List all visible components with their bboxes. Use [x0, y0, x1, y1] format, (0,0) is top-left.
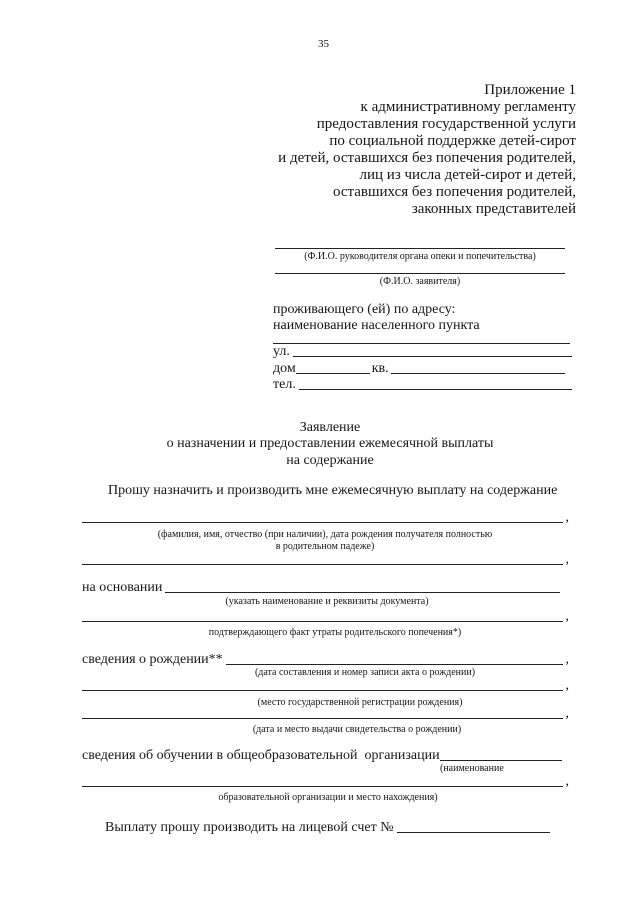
birth-label: сведения о рождении**: [82, 652, 223, 667]
document-title: Заявление: [299, 420, 361, 435]
recipient-row: [82, 510, 569, 526]
request-intro: Прошу назначить и производить мне ежемесячную выплату на содержание: [108, 483, 558, 498]
residing-label: проживающего (ей) по адресу:: [273, 302, 456, 317]
basis-blank-line: [165, 592, 560, 593]
appendix-line: лиц из числа детей-сирот и детей,: [359, 167, 576, 183]
account-label: Выплату прошу производить на лицевой счет №: [105, 820, 394, 835]
comma: ,: [565, 510, 569, 525]
birth-certificate-row: [82, 706, 569, 722]
recipient-blank-line: [82, 522, 563, 523]
page-number: 35: [318, 38, 329, 50]
account-blank-line: [397, 832, 550, 833]
house-label: дом: [273, 361, 296, 376]
apartment-label: кв.: [371, 361, 389, 376]
appendix-line: предоставления государственной услуги: [316, 116, 576, 132]
birth-record-blank-line: [226, 664, 563, 665]
recipient-caption: (фамилия, имя, отчество (при наличии), дата рождения получателя полностью: [157, 529, 493, 540]
education-row-2: [82, 774, 569, 790]
comma: ,: [565, 552, 569, 567]
birth-record-caption: (дата составления и номер записи акта о рождении): [254, 667, 476, 678]
appendix-line: законных представителей: [411, 201, 576, 217]
birth-place-blank-line: [82, 690, 563, 691]
comma: ,: [565, 774, 569, 789]
appendix-line: оставшихся без попечения родителей,: [332, 184, 576, 200]
appendix-line: к административному регламенту: [360, 99, 576, 115]
street-label: ул.: [273, 344, 290, 359]
head-name-caption: (Ф.И.О. руководителя органа опеки и попечительства): [304, 251, 536, 262]
appendix-header: [278, 82, 576, 218]
education-caption: образовательной организации и место нахождения): [218, 792, 438, 803]
house-blank-line: [296, 373, 370, 374]
comma: ,: [565, 678, 569, 693]
street-row: [273, 344, 572, 360]
birth-place-caption: (место государственной регистрации рождения): [257, 697, 463, 708]
basis-caption: подтверждающего факт утраты родительского попечения*): [208, 627, 462, 638]
basis-row-2: [82, 609, 569, 625]
street-blank-line: [293, 356, 572, 357]
recipient-blank-line: [82, 564, 563, 565]
appendix-line: по социальной поддержке детей-сирот: [329, 133, 576, 149]
education-label: сведения об обучении в общеобразовательной организации: [82, 748, 440, 763]
phone-label: тел.: [273, 377, 296, 392]
basis-row: [82, 580, 560, 596]
house-row: [273, 361, 565, 377]
document-subtitle: о назначении и предоставлении ежемесячной выплаты: [166, 436, 494, 451]
birth-row: [82, 652, 569, 668]
education-blank-line: [440, 760, 562, 761]
apartment-blank-line: [391, 373, 565, 374]
phone-row: [273, 377, 572, 393]
recipient-row-2: [82, 552, 569, 568]
birth-certificate-blank-line: [82, 718, 563, 719]
comma: ,: [565, 706, 569, 721]
recipient-caption: в родительном падеже): [275, 541, 375, 552]
appendix-line: и детей, оставшихся без попечения родителей,: [278, 150, 576, 166]
education-row: [82, 748, 562, 764]
basis-caption: (указать наименование и реквизиты документа): [225, 596, 429, 607]
document-subtitle: на содержание: [286, 453, 374, 468]
applicant-name-blank-line: [275, 273, 565, 274]
basis-label: на основании: [82, 580, 163, 595]
education-blank-line: [82, 786, 563, 787]
birth-place-row: [82, 678, 569, 694]
phone-blank-line: [299, 389, 572, 390]
comma: ,: [565, 609, 569, 624]
locality-label: наименование населенного пункта: [273, 318, 480, 333]
head-name-blank-line: [275, 248, 565, 249]
applicant-name-caption: (Ф.И.О. заявителя): [379, 276, 461, 287]
account-row: [105, 820, 550, 836]
education-caption: (наименование: [440, 763, 504, 774]
birth-certificate-caption: (дата и место выдачи свидетельства о рождении): [252, 724, 462, 735]
comma: ,: [565, 652, 569, 667]
appendix-line: Приложение 1: [484, 82, 576, 98]
basis-blank-line: [82, 621, 563, 622]
